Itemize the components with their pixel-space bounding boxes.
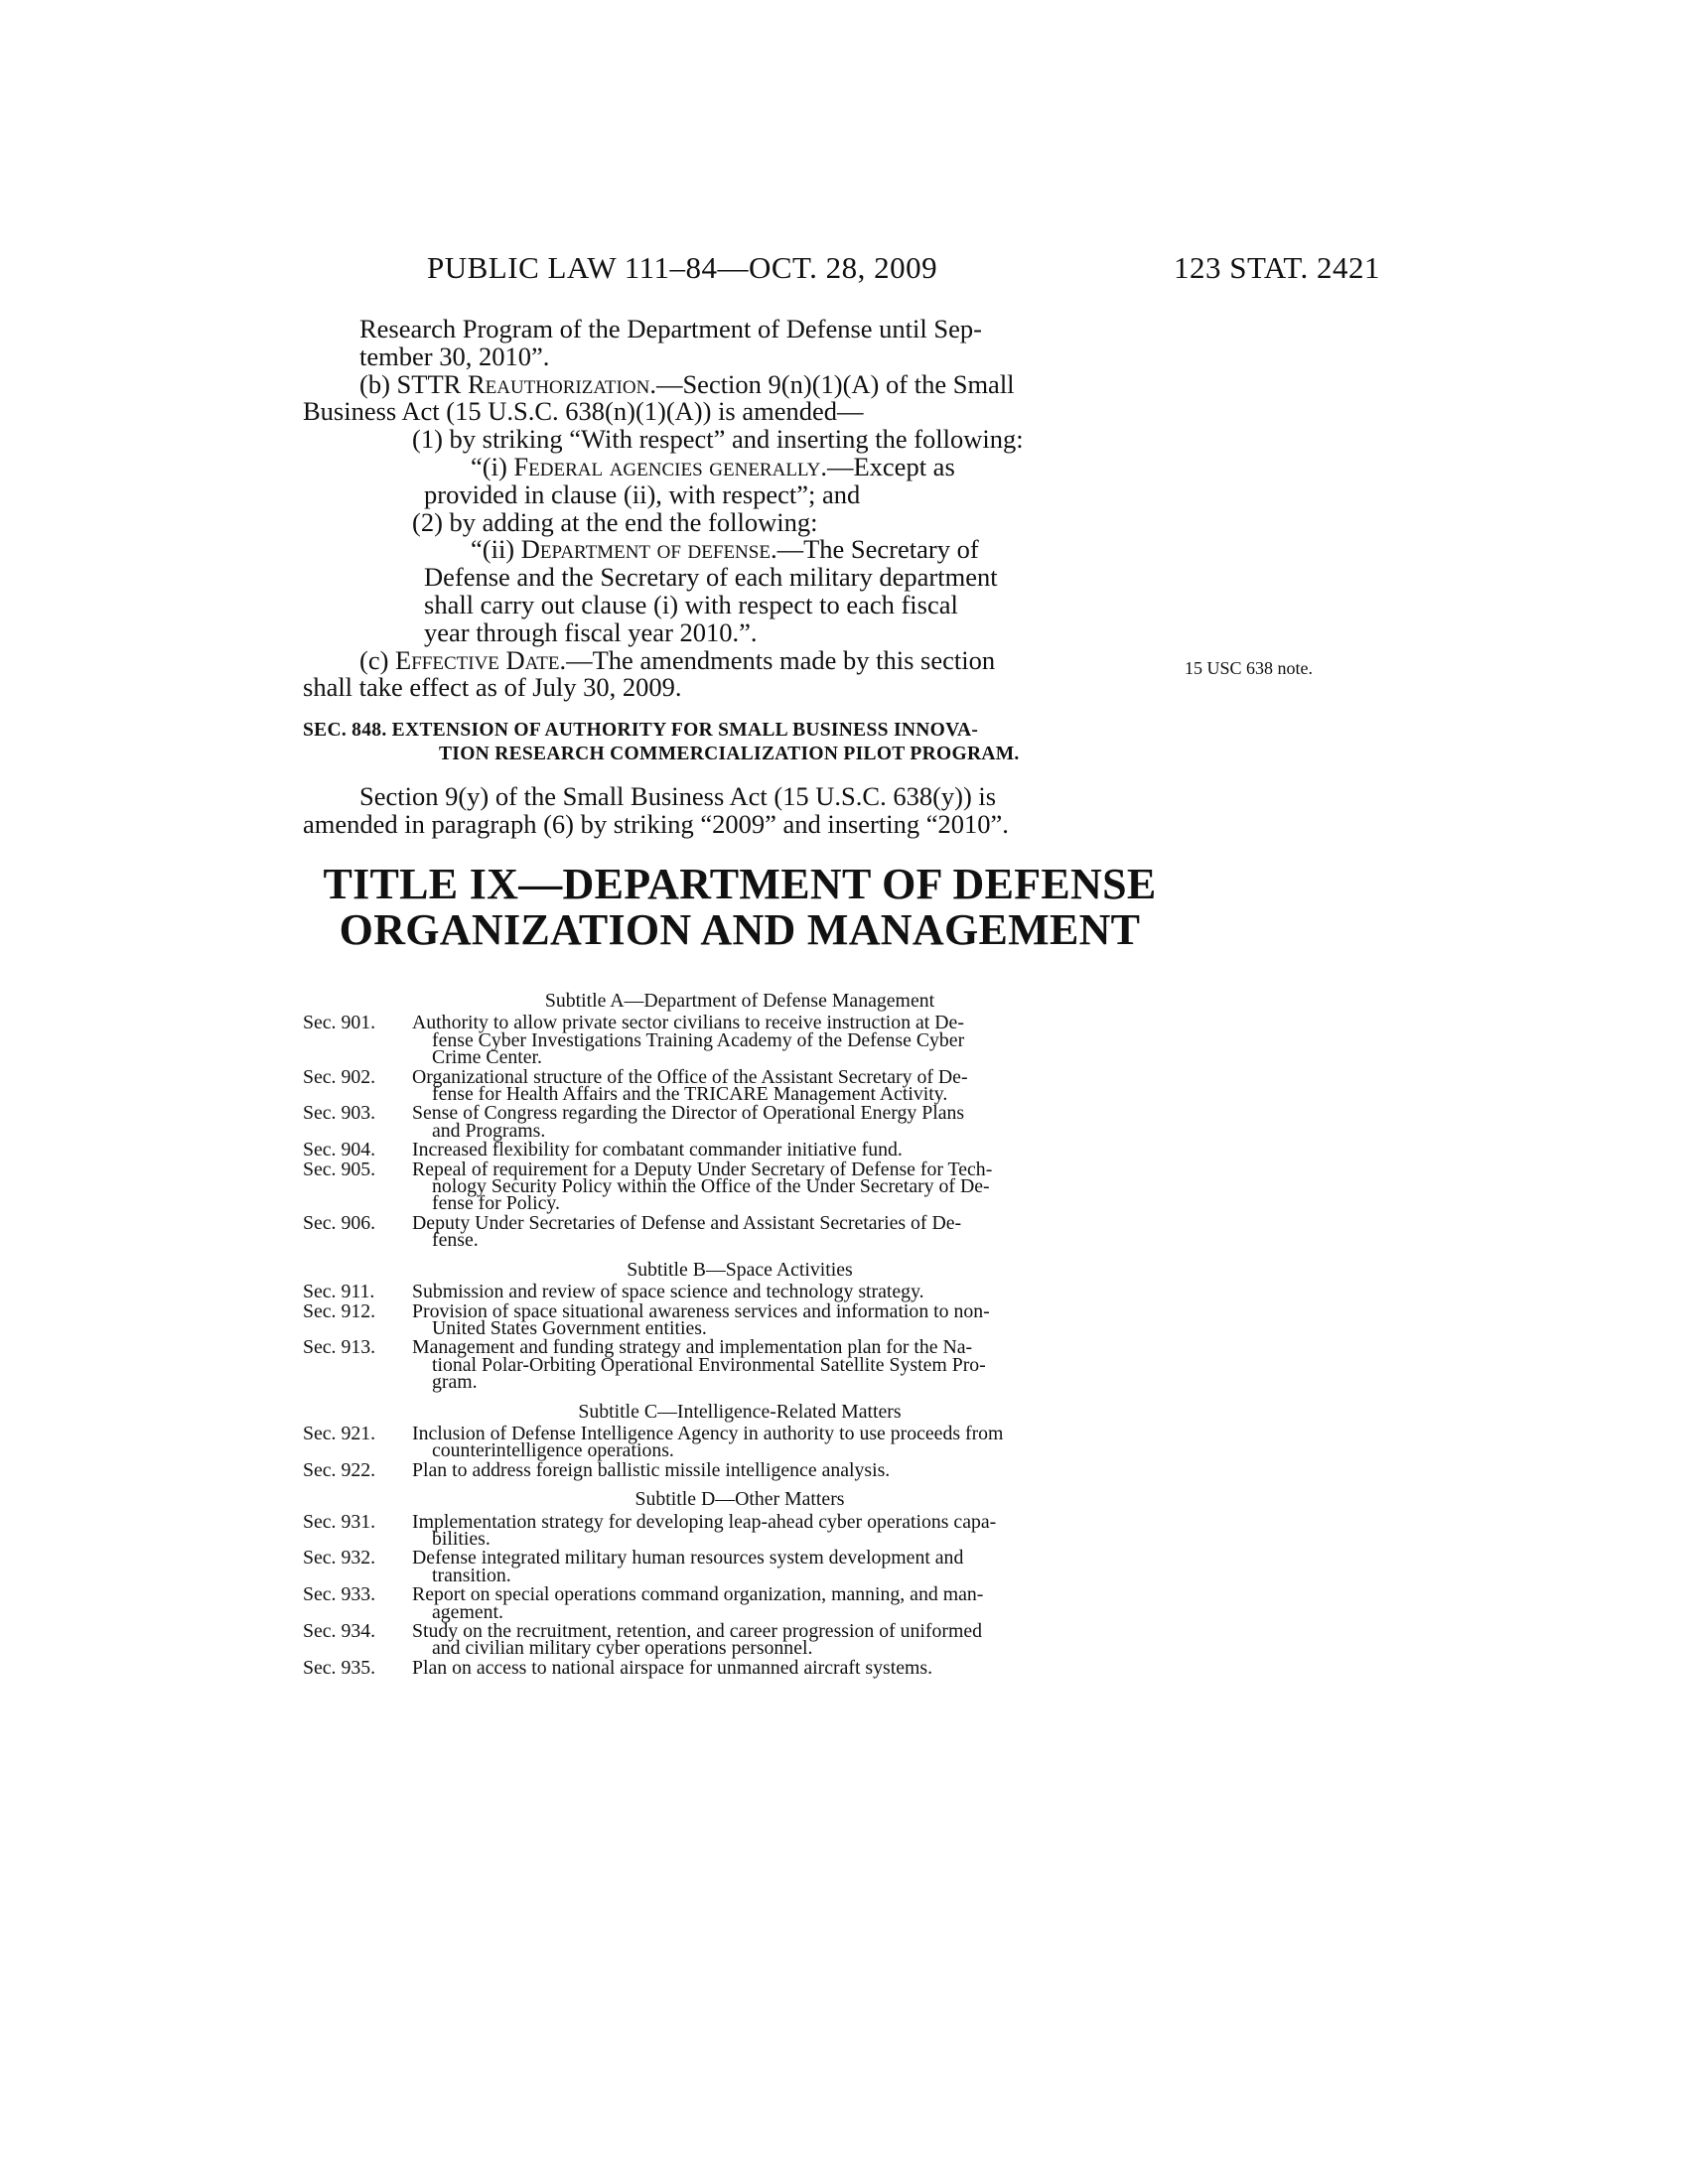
body-line: amended in paragraph (6) by striking “2009” and inserting “2010”. [303,808,1009,839]
subsection-b [303,368,1177,399]
toc-entry [303,1656,1177,1679]
toc-section-title-line: and civilian military cyber operations personnel. [432,1637,813,1660]
toc-section-title-line: nology Security Policy within the Office of the Under Secretary of De- [432,1175,990,1198]
title-line: ORGANIZATION AND MANAGEMENT [339,905,1141,954]
page-header [427,250,1380,290]
toc-section-title-line: Plan to address foreign ballistic missile intelligence analysis. [412,1458,891,1481]
body-line: Business Act (15 U.S.C. 638(n)(1)(A)) is amended— [303,396,864,427]
toc-entry [303,1422,1177,1462]
toc-section-title-line: Deputy Under Secretaries of Defense and Assistant Secretaries of De- [412,1211,962,1234]
toc-section-title-line: fense Cyber Investigations Training Academy of the Defense Cyber [432,1028,965,1051]
toc-section-number: Sec. 921. [303,1422,376,1444]
toc-section-title-line: bilities. [432,1527,491,1550]
toc-section-title-line: and Programs. [432,1119,546,1142]
clause-ii-heading: Department of defense [520,534,771,565]
toc-section-number: Sec. 934. [303,1620,376,1642]
toc-section-title-line: Defense integrated military human resources system development and [412,1547,964,1570]
toc-section-title-line: Organizational structure of the Office of the Assistant Secretary of De- [412,1065,968,1088]
paragraph-1: (1) by striking “With respect” and inserting the following: [412,424,1024,455]
title-line: TITLE IX—DEPARTMENT OF DEFENSE [323,860,1157,908]
toc-section-title-line: Crime Center. [432,1046,542,1069]
body-line: shall take effect as of July 30, 2009. [303,672,682,703]
title-ix-heading [303,862,1177,953]
toc-section-title-line: Sense of Congress regarding the Director of Operational Energy Plans [412,1102,965,1125]
body-line: year through fiscal year 2010.”. [424,616,758,647]
toc-section-title-line: Authority to allow private sector civilians to receive instruction at De- [412,1012,964,1034]
body-line: Section 9(y) of the Small Business Act (15 U.S.C. 638(y)) is [359,781,997,811]
toc-section-title-line: tional Polar-Orbiting Operational Environmental Satellite System Pro- [432,1353,986,1376]
toc-section-title-line: Increased flexibility for combatant commander initiative fund. [412,1139,903,1161]
clause-i-heading: Federal agencies generally [513,451,821,481]
toc-entry [303,1547,1177,1586]
toc-entry [303,1620,1177,1660]
toc-entry [303,1139,1177,1161]
toc-section-number: Sec. 905. [303,1158,376,1180]
section-heading-line: TION RESEARCH COMMERCIALIZATION PILOT PROGRAM. [439,744,1020,764]
section-848-heading [303,719,1177,766]
toc-group-b [303,1281,1177,1394]
toc-section-number: Sec. 933. [303,1583,376,1606]
toc-section-title-line: Repeal of requirement for a Deputy Under Secretary of Defense for Tech- [412,1158,993,1180]
toc-entry [303,1158,1177,1215]
body-line: Research Program of the Department of Defense until Sep- [359,314,982,343]
toc-entry [303,1299,1177,1339]
toc-section-title-line: fense for Health Affairs and the TRICARE Management Activity. [432,1083,948,1106]
toc-entry [303,1510,1177,1550]
subsection-c [303,644,1177,675]
toc-entry [303,1065,1177,1106]
toc-section-title-line: transition. [432,1564,511,1586]
toc-section-number: Sec. 902. [303,1065,376,1088]
toc-section-number: Sec. 912. [303,1299,376,1322]
margin-note: 15 USC 638 note. [1185,658,1314,678]
toc-section-number: Sec. 904. [303,1139,376,1161]
public-law-header: PUBLIC LAW 111–84—OCT. 28, 2009 [427,250,938,285]
clause-ii-label: “(ii) [471,534,515,565]
toc-entry [303,1458,1177,1481]
quoted-clause-ii [303,536,1177,564]
subsection-b-text: .—Section 9(n)(1)(A) of the Small [649,368,1015,399]
subtitle-heading: Subtitle C—Intelligence-Related Matters [578,1400,902,1423]
toc-section-number: Sec. 931. [303,1510,376,1533]
body-line: tember 30, 2010”. [359,341,550,371]
toc-group-d [303,1510,1177,1679]
toc-section-title-line: counterintelligence operations. [432,1439,674,1462]
subtitle-heading: Subtitle D—Other Matters [634,1488,845,1511]
toc-entry [303,1583,1177,1623]
toc-section-title-line: fense for Policy. [432,1192,560,1215]
toc-section-title-line: Report on special operations command organization, manning, and man- [412,1583,984,1606]
stat-page-number: 123 STAT. 2421 [1173,250,1380,285]
section-heading-line: SEC. 848. EXTENSION OF AUTHORITY FOR SMALL BUSINESS INNOVA- [303,720,979,741]
toc-section-number: Sec. 901. [303,1012,376,1034]
subsection-b-label: (b) STTR [359,368,462,399]
toc-group-c [303,1422,1177,1481]
clause-i-text: .—Except as [820,451,955,481]
toc-section-title-line: Implementation strategy for developing leap-ahead cyber operations capa- [412,1510,997,1533]
clause-ii-text: .—The Secretary of [770,534,979,565]
toc-section-number: Sec. 911. [303,1281,375,1303]
body-line: shall carry out clause (i) with respect to each fiscal [424,589,958,619]
body-text-block [303,316,1177,702]
toc-group-a [303,1012,1177,1252]
toc-section-title-line: Management and funding strategy and implementation plan for the Na- [412,1336,973,1359]
toc-entry [303,1102,1177,1142]
toc-section-title-line: Study on the recruitment, retention, and career progression of uniformed [412,1620,983,1642]
toc-section-number: Sec. 906. [303,1211,376,1234]
toc-section-number: Sec. 903. [303,1102,376,1125]
toc-section-title-line: Plan on access to national airspace for unmanned aircraft systems. [412,1656,933,1679]
subsection-c-label: (c) [359,644,389,675]
toc-entry [303,1012,1177,1069]
subtitle-heading: Subtitle A—Department of Defense Management [544,990,935,1012]
toc-section-title-line: Submission and review of space science and technology strategy. [412,1281,924,1303]
toc-section-title-line: agement. [432,1600,503,1623]
clause-i-label: “(i) [471,451,507,481]
subsection-c-heading: Effective Date [395,644,560,675]
subsection-b-heading: Reauthorization [467,368,650,399]
section-848-text [303,783,1177,839]
toc-section-title-line: United States Government entities. [432,1316,707,1339]
subtitle-heading: Subtitle B—Space Activities [627,1258,853,1281]
toc-section-number: Sec. 922. [303,1458,376,1481]
toc-entry [303,1211,1177,1252]
toc-entry [303,1336,1177,1394]
paragraph-2: (2) by adding at the end the following: [412,506,818,537]
toc-section-number: Sec. 935. [303,1656,376,1679]
toc-section-number: Sec. 913. [303,1336,376,1359]
table-of-contents [303,985,1177,1679]
toc-section-title-line: gram. [432,1371,478,1394]
subsection-c-text: .—The amendments made by this section [559,644,996,675]
toc-section-title-line: fense. [432,1229,479,1252]
quoted-clause-i [303,451,1177,481]
body-line: provided in clause (ii), with respect”; and [424,478,861,509]
toc-entry [303,1281,1177,1303]
toc-section-title-line: Provision of space situational awareness services and information to non- [412,1299,990,1322]
toc-section-number: Sec. 932. [303,1547,376,1570]
body-line: Defense and the Secretary of each military department [424,562,998,593]
toc-section-title-line: Inclusion of Defense Intelligence Agency in authority to use proceeds from [412,1422,1004,1444]
